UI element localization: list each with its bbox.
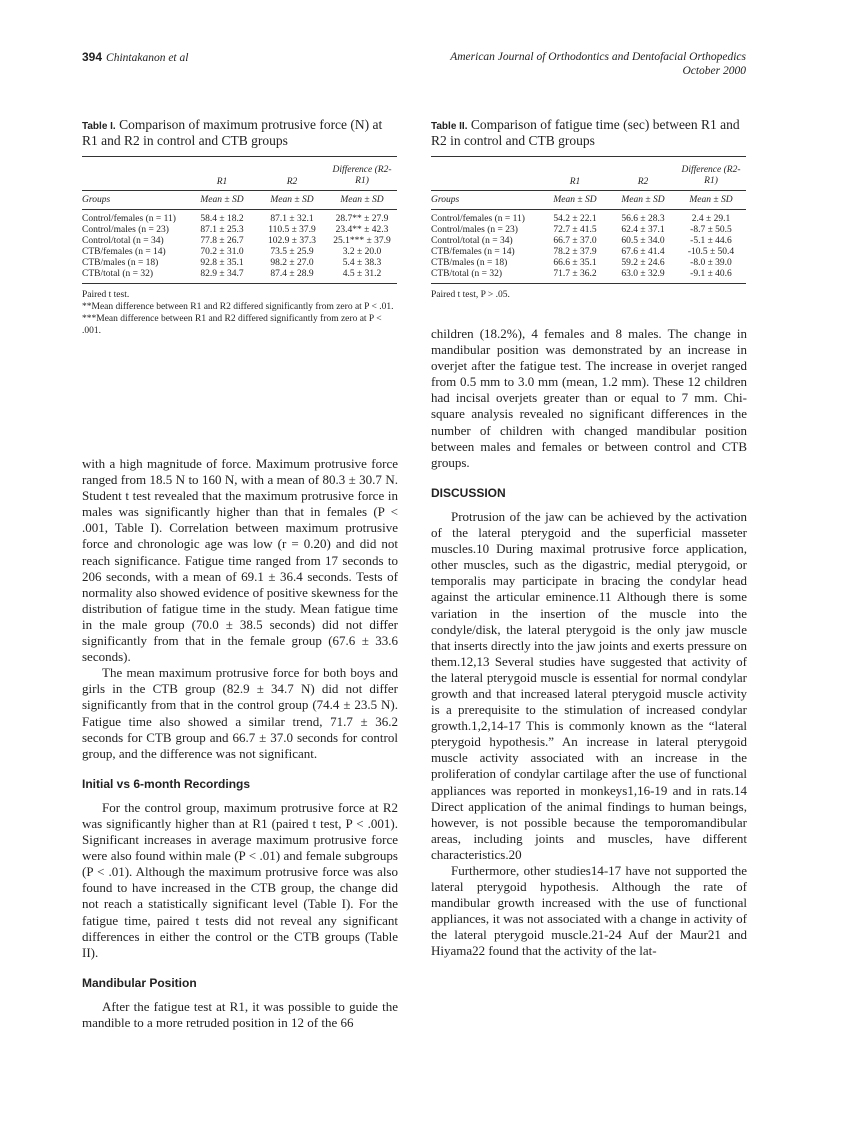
table-cell: CTB/males (n = 18): [82, 258, 159, 268]
table-cell: Control/males (n = 23): [431, 225, 518, 235]
section-heading: DISCUSSION: [431, 485, 506, 500]
table-2-body: [431, 210, 746, 284]
body-paragraph: children (18.2%), 4 females and 8 males. The change in mandibular position was demonstrated by an increase in overjet after the fatigue test. The increase in overjet ranged from 0.5 mm to 3.0 mm (mean, 1.2 mm). These 12 children had incisal overjets greater than or equal to 7 mm. Chi-square analysis revealed no significant differences in the number of children with changed mandibular position between males and females or between control and CTB groups.: [431, 326, 747, 470]
table-note: **Mean difference between R1 and R2 differed significantly from zero at P < .01.: [82, 302, 394, 312]
table-header-cell: R1: [216, 177, 228, 187]
table-row: [82, 269, 397, 280]
table-cell: 73.5 ± 25.9: [270, 247, 314, 257]
table-cell: 71.7 ± 36.2: [553, 269, 597, 279]
table-header-cell: Mean ± SD: [621, 195, 665, 205]
body-paragraph: After the fatigue test at R1, it was possible to guide the mandible to a more retruded position in 12 of the 66: [82, 998, 398, 1030]
table-row: [431, 236, 746, 247]
table-cell: 72.7 ± 41.5: [553, 225, 597, 235]
table-cell: 63.0 ± 32.9: [621, 269, 665, 279]
table-cell: 66.7 ± 37.0: [553, 236, 597, 246]
table-1: [82, 118, 397, 337]
table-cell: 110.5 ± 37.9: [268, 225, 316, 235]
table-cell: Control/total (n = 34): [82, 236, 164, 246]
running-author: Chintakanon et al: [106, 52, 189, 64]
table-cell: 54.2 ± 22.1: [553, 214, 597, 224]
table-2-note: Paired t test, P > .05.: [431, 290, 510, 300]
table-row: [82, 236, 397, 247]
table-row: [431, 258, 746, 269]
body-paragraph: For the control group, maximum protrusive force at R2 was significantly higher than at R1 (paired t test, P < .001). Significant increases in average maximum protrusive force were also found within male (P < .01) and female subgroups (P < .01). Although the maximum protrusive force was also found to have increased in the CTB group, the change did not reach a statistically significant level (Table I). For the fatigue time, paired t tests did not reveal any significant differences in either the control or the CTB groups (Table II).: [82, 799, 398, 960]
table-header-cell: Mean ± SD: [270, 195, 314, 205]
table-cell: 28.7** ± 27.9: [335, 214, 389, 224]
table-cell: 62.4 ± 37.1: [621, 225, 665, 235]
table-row: [82, 214, 397, 225]
table-note: ***Mean difference between R1 and R2 differed significantly from zero at P < .001.: [82, 314, 382, 336]
table-row: [82, 247, 397, 258]
table-cell: 82.9 ± 34.7: [200, 269, 244, 279]
table-cell: 25.1*** ± 37.9: [333, 236, 391, 246]
table-cell: -9.1 ± 40.6: [690, 269, 732, 279]
table-header-cell: Mean ± SD: [689, 195, 733, 205]
table-cell: 2.4 ± 29.1: [691, 214, 731, 224]
table-cell: 59.2 ± 24.6: [621, 258, 665, 268]
table-1-header-row-2: [82, 190, 397, 210]
table-1-label: Table I.: [82, 121, 116, 132]
table-cell: 70.2 ± 31.0: [200, 247, 244, 257]
table-header-cell: Difference (R2-R1): [332, 165, 392, 186]
running-header-right: [450, 50, 746, 78]
table-1-caption: [82, 118, 397, 148]
table-cell: 23.4** ± 42.3: [335, 225, 389, 235]
table-cell: 102.9 ± 37.3: [268, 236, 316, 246]
table-cell: CTB/males (n = 18): [431, 258, 508, 268]
section-heading: Initial vs 6-month Recordings: [82, 776, 251, 791]
table-cell: 5.4 ± 38.3: [342, 258, 382, 268]
body-paragraph: with a high magnitude of force. Maximum protrusive force ranged from 18.5 N to 160 N, with a mean of 80.3 ± 30.7 N. Student t test revealed that the maximum protrusive force in males was significantly higher than that in females (P < .001, Table I). Correlation between maximum protrusive force and chronologic age was low (r = 0.20) and did not reach significance. Fatigue time ranged from 17 seconds to 206 seconds, with a mean of 69.1 ± 36.4 seconds. Tests of normality also showed evidence of positive skewness for the distribution of fatigue time in the study. Mean fatigue time in the male group (70.0 ± 38.5 seconds) did not differ significantly from that in the female group (67.6 ± 33.6 seconds).: [82, 456, 398, 665]
table-2-caption: [431, 118, 746, 148]
table-cell: 92.8 ± 35.1: [200, 258, 244, 268]
table-row: [82, 258, 397, 269]
table-cell: 77.8 ± 26.7: [200, 236, 244, 246]
table-cell: -8.0 ± 39.0: [690, 258, 732, 268]
table-cell: 67.6 ± 41.4: [621, 247, 665, 257]
body-paragraph: Protrusion of the jaw can be achieved by the activation of the lateral pterygoid and the superficial masseter muscles.10 During maximal protrusive force application, other muscles, such as the digastric, medial pterygoid, or temporalis may participate in bracing the condylar head against the articular eminence.11 Although there is some variation in the insertion of the muscle into the condyle/disk, the lateral pterygoid is the only jaw muscle that inserts directly into the jaw joints and exerts pressure on them.12,13 Several studies have suggested that activity of the lateral pterygoid muscle is essential for normal condylar growth and that increased lateral pterygoid muscle activity is a prerequisite to the stimulation of increased condylar growth.1,2,14-17 This is commonly known as the “lateral pterygoid hypothesis.” An increase in lateral pterygoid muscle activity associated with an increase in the proliferation of condylar cartilage after the use of functional appliances was reported in monkeys1,16-19 and in rats.14 Direct application of the animal findings to human beings, however, is not possible because the temporomandibular areas, including joints and muscles, have different characteristics.20: [431, 508, 747, 862]
table-header-cell: Groups: [82, 195, 111, 205]
table-cell: CTB/females (n = 14): [82, 247, 166, 257]
table-2-label: Table II.: [431, 121, 468, 132]
table-cell: -10.5 ± 50.4: [687, 247, 735, 257]
table-cell: Control/total (n = 34): [431, 236, 513, 246]
running-header-left: [82, 50, 188, 64]
table-cell: 98.2 ± 27.0: [270, 258, 314, 268]
table-cell: 87.4 ± 28.9: [270, 269, 314, 279]
section-heading: Mandibular Position: [82, 975, 197, 990]
table-header-cell: Difference (R2-R1): [681, 165, 741, 186]
table-cell: -5.1 ± 44.6: [690, 236, 732, 246]
table-row: [431, 247, 746, 258]
table-header-cell: R2: [637, 177, 649, 187]
table-cell: CTB/females (n = 14): [431, 247, 515, 257]
journal-name: American Journal of Orthodontics and Dentofacial Orthopedics: [450, 51, 746, 63]
table-2-caption-text: Comparison of fatigue time (sec) between R1 and R2 in control and CTB groups: [431, 117, 740, 148]
table-cell: 60.5 ± 34.0: [621, 236, 665, 246]
table-row: [431, 269, 746, 280]
table-1-notes: [82, 289, 397, 337]
table-2-header-row-2: [431, 190, 746, 210]
table-cell: -8.7 ± 50.5: [690, 225, 732, 235]
table-cell: 4.5 ± 31.2: [342, 269, 382, 279]
table-header-cell: Mean ± SD: [200, 195, 244, 205]
body-paragraph: Furthermore, other studies14-17 have not supported the lateral pterygoid hypothesis. Although the rate of mandibular growth increased with the use of functional appliances, it was not associated with a change in activity of the lateral pterygoid muscle.21-24 Auf der Maur21 and Hiyama22 found that the activity of the lat-: [431, 863, 747, 959]
table-cell: Control/males (n = 23): [82, 225, 169, 235]
page-number: 394: [82, 50, 103, 64]
table-1-body: [82, 210, 397, 284]
table-header-cell: Groups: [431, 195, 460, 205]
issue-date: October 2000: [682, 65, 746, 77]
table-row: [431, 214, 746, 225]
table-cell: 87.1 ± 25.3: [200, 225, 244, 235]
right-column: [431, 326, 747, 960]
table-cell: CTB/total (n = 32): [431, 269, 503, 279]
table-2-header-row-1: [431, 157, 746, 190]
left-column: [82, 456, 398, 1031]
table-cell: Control/females (n = 11): [431, 214, 525, 224]
table-row: [431, 225, 746, 236]
table-header-cell: Mean ± SD: [340, 195, 384, 205]
table-cell: 3.2 ± 20.0: [342, 247, 382, 257]
table-cell: CTB/total (n = 32): [82, 269, 154, 279]
table-1-caption-text: Comparison of maximum protrusive force (N) at R1 and R2 in control and CTB groups: [82, 117, 383, 148]
body-paragraph: The mean maximum protrusive force for both boys and girls in the CTB group (82.9 ± 34.7 N) did not differ significantly from that in the control group (74.4 ± 23.5 N). Fatigue time also showed a similar trend, 71.7 ± 36.2 seconds for CTB group and 66.7 ± 37.0 seconds for control group, and the difference was not significant.: [82, 665, 398, 761]
table-cell: 58.4 ± 18.2: [200, 214, 244, 224]
table-cell: 87.1 ± 32.1: [270, 214, 314, 224]
table-header-cell: Mean ± SD: [553, 195, 597, 205]
table-2: [431, 118, 746, 301]
table-header-cell: R1: [569, 177, 581, 187]
table-header-cell: R2: [286, 177, 298, 187]
table-cell: Control/females (n = 11): [82, 214, 176, 224]
table-note: Paired t test.: [82, 290, 130, 300]
table-cell: 66.6 ± 35.1: [553, 258, 597, 268]
table-cell: 78.2 ± 37.9: [553, 247, 597, 257]
table-1-header-row-1: [82, 157, 397, 190]
table-cell: 56.6 ± 28.3: [621, 214, 665, 224]
table-row: [82, 225, 397, 236]
